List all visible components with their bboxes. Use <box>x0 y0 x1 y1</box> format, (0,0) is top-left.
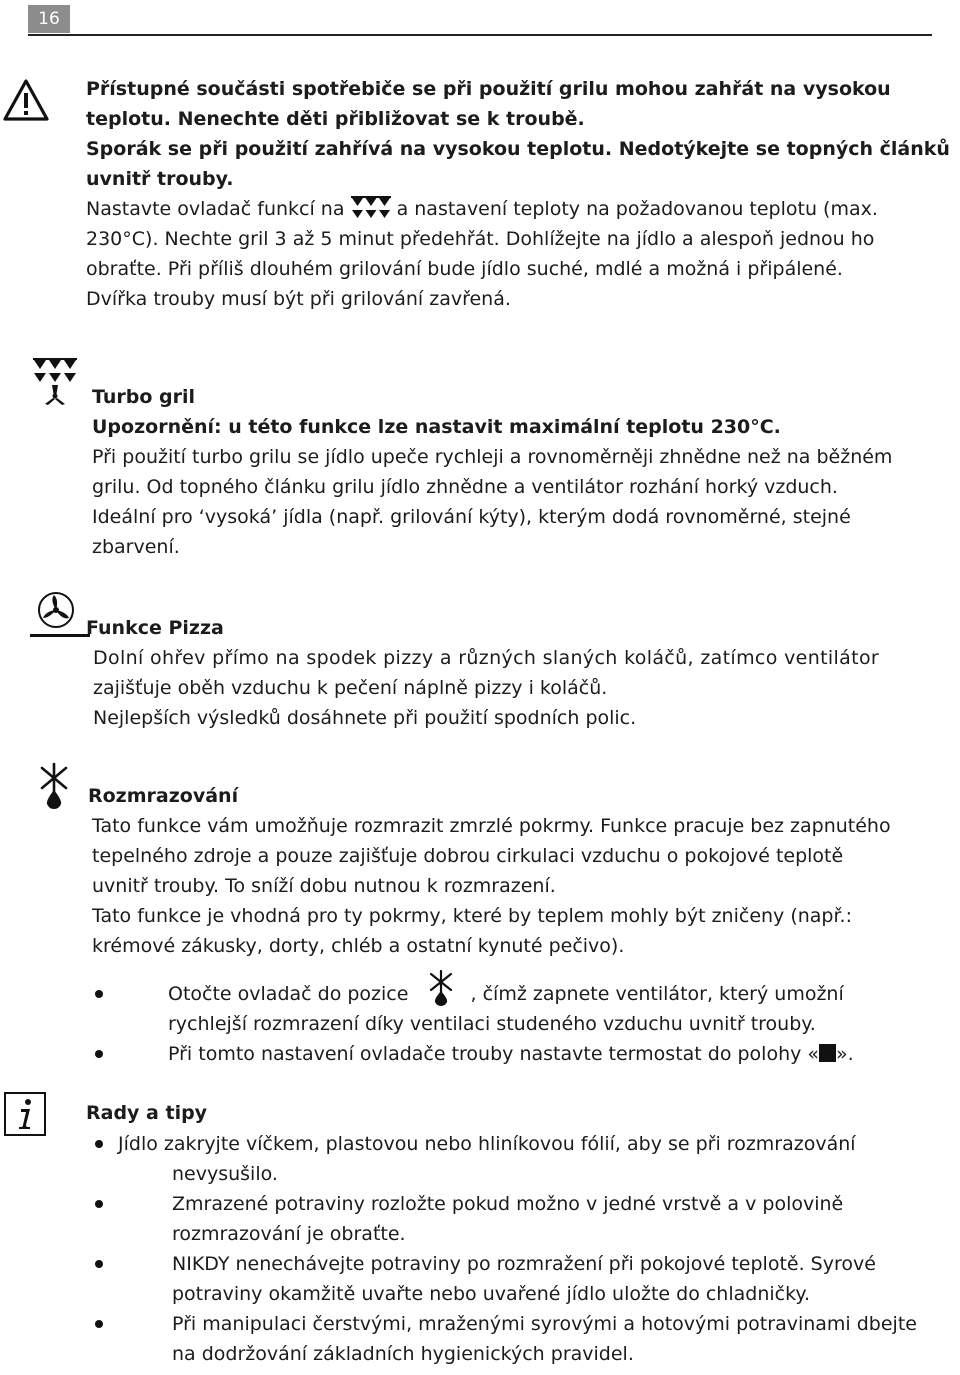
bullet-dot <box>95 990 103 998</box>
section-text-line: Dolní ohřev přímo na spodek pizzy a různých slaných koláčů, zatímco ventilátor <box>93 647 880 669</box>
pizza-section <box>86 613 958 733</box>
bullet-text: , čímž zapnete ventilátor, který umožní <box>470 983 844 1005</box>
warning-section <box>86 74 958 314</box>
warning-text-line: obraťte. Při příliš dlouhém grilování bude jídlo suché, mdlé a možná i připálené. <box>86 258 843 280</box>
tip-line: Zmrazené potraviny rozložte pokud možno v jedné vrstvě a v polovině <box>172 1193 844 1215</box>
warning-text-line: 230°C). Nechte gril 3 až 5 minut předehřát. Dohlížejte na jídlo a alespoň jednou ho <box>86 228 875 250</box>
turbo-grill-icon <box>32 358 78 406</box>
bullet-dot <box>95 1260 103 1268</box>
section-text-line: Tato funkce vám umožňuje rozmrazit zmrzlé pokrmy. Funkce pracuje bez zapnutého <box>92 815 891 837</box>
defrost-inline-icon <box>414 969 464 1007</box>
warning-text-line <box>86 194 958 224</box>
bullet-text: Při tomto nastavení ovladače trouby nastavte termostat do polohy « <box>168 1043 820 1065</box>
warning-bold-line: uvnitř trouby. <box>86 168 234 190</box>
warning-text: a nastavení teploty na požadovanou teplotu (max. <box>396 198 878 220</box>
defrost-icon <box>34 762 74 810</box>
bullet-dot <box>95 1050 103 1058</box>
tip-line: nevysušilo. <box>172 1163 278 1185</box>
tip-line: Jídlo zakryjte víčkem, plastovou nebo hliníkovou fólií, aby se při rozmrazování <box>118 1133 856 1155</box>
bullet-dot <box>95 1140 103 1148</box>
section-text-line: zajišťuje oběh vzduchu k pečení náplně pizzy i koláčů. <box>93 677 608 699</box>
tip-item <box>92 1189 956 1249</box>
warning-text-line: Dvířka trouby musí být při grilování zavřená. <box>86 288 511 310</box>
bullet-text-line: rychlejší rozmrazení díky ventilaci studeného vzduchu uvnitř trouby. <box>168 1013 816 1035</box>
warning-text: Nastavte ovladač funkcí na <box>86 198 345 220</box>
warning-triangle-icon <box>2 78 50 122</box>
bullet-text: ». <box>836 1043 854 1065</box>
pizza-function-icon <box>28 590 92 640</box>
defrost-bullets <box>92 979 952 1069</box>
thermostat-position-icon <box>819 1044 836 1062</box>
warning-bold-line: teplotu. Nenechte děti přibližovat se k troubě. <box>86 108 585 130</box>
section-text-line: Ideální pro ‘vysoká’ jídla (např. grilování kýty), kterým dodá rovnoměrné, stejné <box>92 506 851 528</box>
turbo-grill-section <box>92 382 960 562</box>
tip-line: na dodržování základních hygienických pravidel. <box>172 1343 634 1365</box>
bullet-text: Otočte ovladač do pozice <box>168 983 409 1005</box>
header-rule <box>28 34 932 36</box>
section-text-line: uvnitř trouby. To sníží dobu nutnou k rozmrazení. <box>92 875 556 897</box>
tip-item <box>92 1249 956 1309</box>
tips-section <box>86 1098 958 1128</box>
bullet-dot <box>95 1200 103 1208</box>
tip-item <box>92 1129 956 1189</box>
tip-line: NIKDY nenechávejte potraviny po rozmražení při pokojové teplotě. Syrové <box>172 1253 876 1275</box>
page-number: 16 <box>28 5 70 33</box>
tip-line: rozmrazování je obraťte. <box>172 1223 406 1245</box>
tip-item <box>92 1309 956 1369</box>
section-text-line: tepelného zdroje a pouze zajišťuje dobrou cirkulaci vzduchu o pokojové teplotě <box>92 845 844 867</box>
warning-bold-line: Sporák se při použití zahřívá na vysokou teplotu. Nedotýkejte se topných článků <box>86 138 950 160</box>
section-subtitle: Upozornění: u této funkce lze nastavit maximální teplotu 230°C. <box>92 416 781 438</box>
tip-line: potraviny okamžitě uvařte nebo uvařené jídlo uložte do chladničky. <box>172 1283 810 1305</box>
section-text-line: Při použití turbo grilu se jídlo upeče rychleji a rovnoměrněji zhnědne než na běžném <box>92 446 893 468</box>
section-title: Rozmrazování <box>88 785 239 807</box>
tips-list <box>92 1129 956 1369</box>
section-text-line: Tato funkce je vhodná pro ty pokrmy, které by teplem mohly být zničeny (např.: <box>92 905 852 927</box>
defrost-section <box>88 781 960 961</box>
section-title: Funkce Pizza <box>86 617 224 639</box>
section-title: Turbo gril <box>92 386 196 408</box>
bullet-text-line <box>168 1039 854 1069</box>
section-text-line: krémové zákusky, dorty, chléb a ostatní kynuté pečivo). <box>92 935 625 957</box>
bullet-text-line <box>168 979 844 1009</box>
tip-line: Při manipulaci čerstvými, mraženými syrovými a hotovými potravinami dbejte <box>172 1313 917 1335</box>
warning-bold-line: Přístupné součásti spotřebiče se při použití grilu mohou zahřát na vysokou <box>86 78 891 100</box>
turbo-grill-inline-icon <box>351 196 391 224</box>
info-icon <box>4 1092 46 1136</box>
section-title: Rady a tipy <box>86 1102 208 1124</box>
section-text-line: Nejlepších výsledků dosáhnete při použití spodních polic. <box>93 707 637 729</box>
bullet-dot <box>95 1320 103 1328</box>
section-text-line: grilu. Od topného článku grilu jídlo zhnědne a ventilátor rozhání horký vzduch. <box>92 476 838 498</box>
section-text-line: zbarvení. <box>92 536 180 558</box>
